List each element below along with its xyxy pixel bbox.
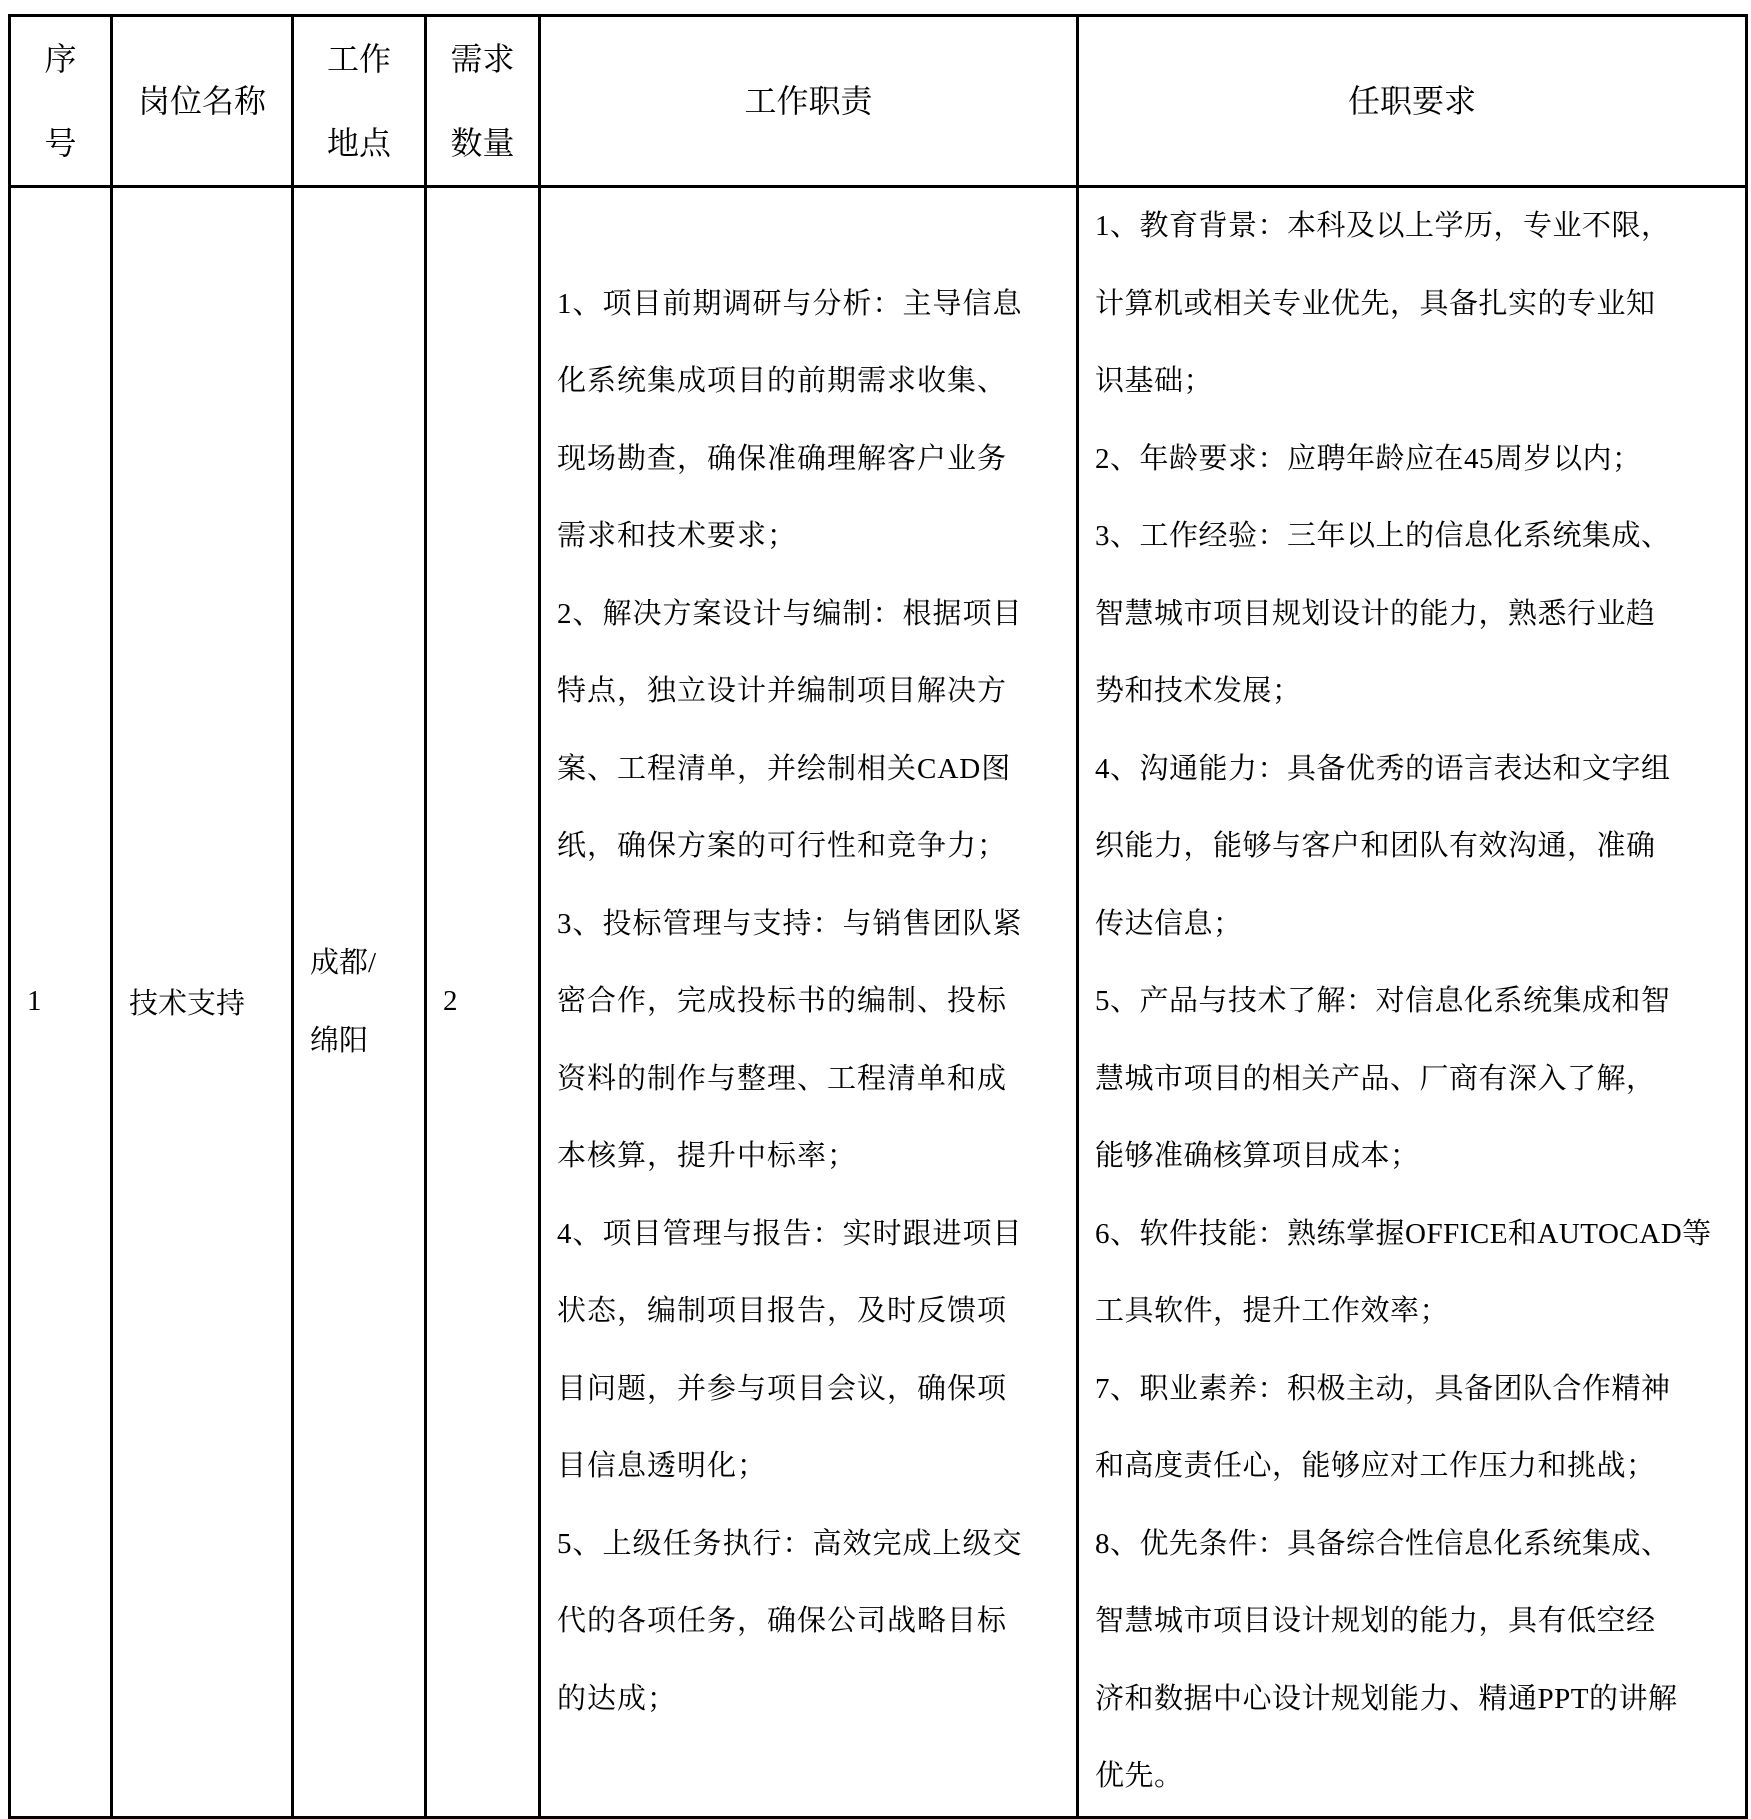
duty-line: 的达成； <box>557 1682 678 1715</box>
requirement-line: 6、软件技能：熟练掌握OFFICE和AUTOCAD等 <box>1095 1217 1712 1250</box>
requirement-line: 智慧城市项目规划设计的能力，熟悉行业趋 <box>1095 597 1656 630</box>
requirement-line: 2、年龄要求：应聘年龄应在45周岁以内； <box>1095 442 1642 475</box>
requirement-line: 识基础； <box>1095 365 1214 397</box>
requirement-line: 和高度责任心，能够应对工作压力和挑战； <box>1095 1450 1656 1482</box>
cell-seq: 1 <box>10 187 112 1818</box>
requirement-line: 1、教育背景：本科及以上学历，专业不限， <box>1095 210 1671 242</box>
duty-line: 5、上级任务执行：高效完成上级交 <box>557 1527 1023 1560</box>
duty-line: 代的各项任务，确保公司战略目标 <box>557 1605 1008 1637</box>
requirement-line: 织能力，能够与客户和团队有效沟通，准确 <box>1095 830 1656 862</box>
requirement-line: 5、产品与技术了解：对信息化系统集成和智 <box>1095 985 1671 1017</box>
cell-position: 技术支持 <box>112 187 293 1818</box>
requirement-line: 3、工作经验：三年以上的信息化系统集成、 <box>1095 520 1671 552</box>
cell-location: 成都/ 绵阳 <box>293 187 426 1818</box>
duty-line: 特点，独立设计并编制项目解决方 <box>557 675 1008 707</box>
duty-line: 目信息透明化； <box>557 1450 768 1482</box>
duty-line: 资料的制作与整理、工程清单和成 <box>557 1062 1008 1095</box>
requirement-line: 工具软件，提升工作效率； <box>1095 1295 1450 1327</box>
cell-requirements <box>1078 187 1747 1818</box>
header-duties: 工作职责 <box>540 16 1078 187</box>
duty-line: 现场勘查，确保准确理解客户业务 <box>557 442 1008 475</box>
requirement-line: 智慧城市项目设计规划的能力，具有低空经 <box>1095 1605 1656 1637</box>
duty-line: 需求和技术要求； <box>557 520 798 552</box>
duty-line: 2、解决方案设计与编制：根据项目 <box>557 597 1023 630</box>
cell-quantity: 2 <box>426 187 540 1818</box>
header-requirements: 任职要求 <box>1078 16 1747 187</box>
header-seq: 序 号 <box>10 16 112 187</box>
cell-duties <box>540 187 1078 1818</box>
table-row <box>10 187 1747 1818</box>
requirement-line: 传达信息； <box>1095 907 1243 940</box>
duty-line: 4、项目管理与报告：实时跟进项目 <box>557 1217 1023 1250</box>
duty-line: 纸，确保方案的可行性和竞争力； <box>557 830 1008 862</box>
header-quantity: 需求 数量 <box>426 16 540 187</box>
duty-line: 化系统集成项目的前期需求收集、 <box>557 365 1008 397</box>
header-position: 岗位名称 <box>112 16 293 187</box>
duty-line: 本核算，提升中标率； <box>557 1140 858 1172</box>
duty-line: 密合作，完成投标书的编制、投标 <box>557 985 1008 1017</box>
requirement-line: 势和技术发展； <box>1095 675 1302 707</box>
duty-line: 目问题，并参与项目会议，确保项 <box>557 1372 1008 1405</box>
requirement-line: 优先。 <box>1095 1760 1184 1792</box>
duty-line: 案、工程清单，并绘制相关CAD图 <box>557 752 1012 785</box>
header-location: 工作 地点 <box>293 16 426 187</box>
requirement-line: 计算机或相关专业优先，具备扎实的专业知 <box>1095 287 1656 320</box>
job-table <box>8 14 1748 1819</box>
requirement-line: 能够准确核算项目成本； <box>1095 1140 1420 1172</box>
requirement-line: 4、沟通能力：具备优秀的语言表达和文字组 <box>1095 752 1671 785</box>
requirement-line: 7、职业素养：积极主动，具备团队合作精神 <box>1095 1372 1671 1405</box>
duty-line: 3、投标管理与支持：与销售团队紧 <box>557 907 1023 940</box>
requirement-line: 8、优先条件：具备综合性信息化系统集成、 <box>1095 1527 1671 1560</box>
duty-line: 1、项目前期调研与分析：主导信息 <box>557 287 1023 320</box>
header-row <box>10 16 1747 187</box>
duty-line: 状态，编制项目报告，及时反馈项 <box>557 1295 1008 1327</box>
requirement-line: 济和数据中心设计规划能力、精通PPT的讲解 <box>1095 1682 1678 1715</box>
requirement-line: 慧城市项目的相关产品、厂商有深入了解， <box>1095 1062 1656 1095</box>
